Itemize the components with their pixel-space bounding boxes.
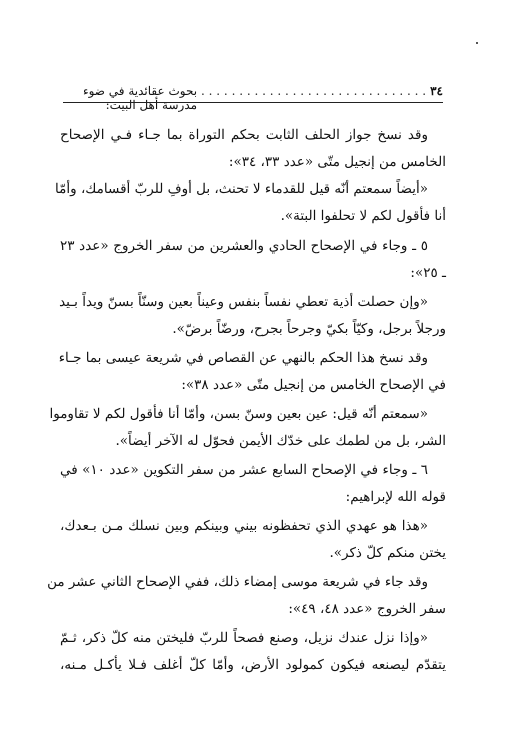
quote-line: «وإذا نزل عندك نزيل، وصنع فصحاً للربّ فليختن منه كلّ ذكر، ثـمّ (60, 630, 428, 646)
text-line: وقد نسخ جواز الحلف الثابت بحكم التوراة بما جـاء فـي الإصحاح (60, 127, 428, 143)
header-rule (63, 102, 443, 103)
quote-line: يختن منكم كلّ ذكر». (329, 545, 446, 561)
text-line: في الإصحاح الخامس من إنجيل متّى «عدد ٣٨»: (181, 377, 446, 393)
text-line: وقد نسخ هذا الحكم بالنهي عن القصاص في شريعة عيسى بما جـاء (58, 350, 428, 366)
text-line: الخامس من إنجيل متّى «عدد ٣٣، ٣٤»: (228, 154, 446, 170)
header-leader-dots: . . . . . . . . . . . . . . . . . . . . . . . . . . . . . . (201, 84, 427, 98)
quote-line: «وإن حصلت أذية تعطي نفساً بنفس وعيناً بعين وسنّاً بسنّ ويداً بـيد (59, 294, 428, 310)
scan-speck (476, 42, 478, 44)
page-number: ٣٤ (430, 84, 443, 98)
quote-line: الشر، بل من لطمك على خدّك الأيمن فحوّل له الآخر أيضاً». (115, 433, 446, 449)
quote-line: أنا فأقول لكم لا تحلفوا البتة». (280, 208, 446, 224)
text-line: سفر الخروج «عدد ٤٨، ٤٩»: (288, 601, 446, 617)
quote-line: ورجلاً برجل، وكيّاً بكيّ وجرحاً بجرح، ورضّاً برضّ». (172, 321, 446, 337)
text-line: ٥ ـ وجاء في الإصحاح الحادي والعشرين من سفر الخروج «عدد ٢٣ (60, 238, 428, 254)
quote-line: يتقدّم ليصنعه فيكون كمولود الأرض، وأمّا كلّ أغلف فـلا يأكـل مـنه، (60, 657, 446, 673)
running-title: بحوث عقائدية في ضوء مدرسة أهل البيت: (82, 84, 198, 112)
text-line: وقد جاء في شريعة موسى إمضاء ذلك، ففي الإصحاح الثاني عشر من (47, 574, 428, 590)
quote-line: «هذا هو عهدي الذي تحفظونه بيني وبينكم وبين نسلك مـن بـعدك، (60, 518, 428, 534)
text-line: ٦ ـ وجاء في الإصحاح السابع عشر من سفر التكوين «عدد ١٠» في (60, 462, 428, 478)
running-header (63, 84, 443, 112)
quote-line: «سمعتم أنّه قيل: عين بعين وسنّ بسن، وأمّا أنا فأقول لكم لا تقاوموا (49, 406, 428, 422)
quote-line: «أيضاً سمعتم أنّه قيل للقدماء لا تحنث، بل أوفِ للربّ أقسامك، وأمّا (55, 181, 428, 197)
text-line: قوله الله لإبراهيم: (345, 489, 446, 505)
text-line: ـ ٢٥»: (410, 265, 446, 281)
